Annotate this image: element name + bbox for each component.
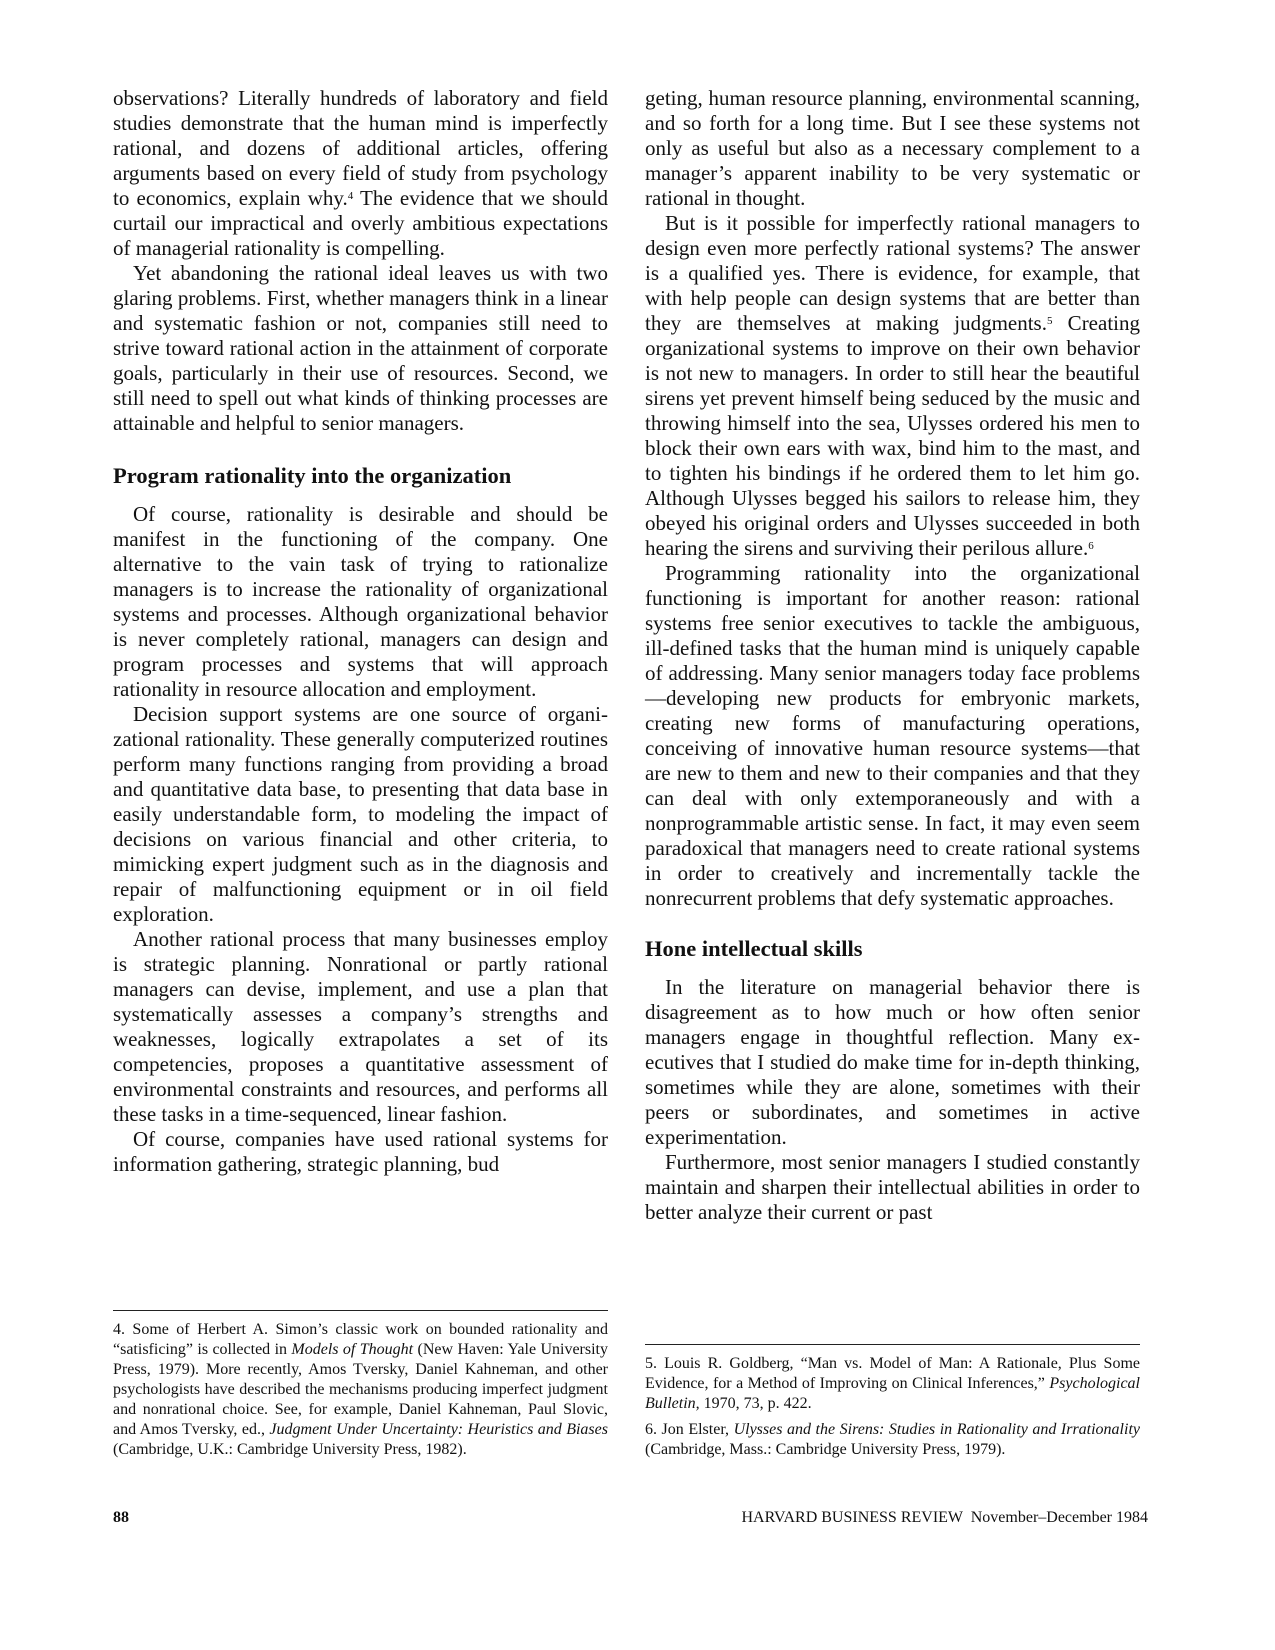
footnote-book-title: Judgment Under Uncertainty: Heuristics and Biases — [269, 1421, 608, 1438]
section-heading-hone-skills: Hone intellectual skills — [645, 936, 863, 961]
paragraph-of-course: Of course, rationality is desirable and should be manifest in the functioning of the company. One alternative to the vain task of trying to rationalize managers is to increase the rationality of organizational systems and processes. Although organizational behavior is never completely rational, managers can design and program processes and systems that will approach rationality in resource allocation and employment. — [113, 502, 608, 701]
footnote-6 — [645, 1420, 1140, 1460]
footnote-text: 4. Some of Herbert A. Simon’s classic work on bounded rationality and “satisficing” is collected in — [113, 1321, 608, 1358]
paragraph-furthermore: Furthermore, most senior managers I studied constantly maintain and sharpen their intellectual abilities in order to better analyze their current or past — [645, 1150, 1140, 1224]
footnote-text: (Cambridge, U.K.: Cambridge University Press, 1982). — [113, 1441, 467, 1458]
footnote-divider — [113, 1310, 608, 1311]
footnote-text: 6. Jon Elster, — [645, 1421, 734, 1438]
section-heading-program-rationality: Program rationality into the organization — [113, 463, 512, 488]
paragraph-text: The evidence that we should curtail our impractical and overly ambitious expectations of managerial rationality is compelling. — [113, 186, 608, 260]
paragraph-rational-systems: Of course, companies have used rational systems for information gathering, strategic planning, bud — [113, 1127, 608, 1176]
paragraph-budgeting: geting, human resource planning, environmental scanning, and so forth for a long time. But I see these systems not only as useful but also as a necessary complement to a manager’s apparent inability to be very systematic or rational in thought. — [645, 86, 1140, 210]
footnote-book-title: Ulysses and the Sirens: Studies in Rationality and Irrationality — [733, 1421, 1140, 1438]
footnote-ref-6: 6 — [1088, 540, 1094, 552]
paragraph-abandoning: Yet abandoning the rational ideal leaves us with two glaring problems. First, whether managers think in a linear and systematic fashion or not, companies still need to strive toward rational action in the attainment of corporate goals, particularly in their use of resources. Second, we still need to spell out what kinds of thinking processes are attainable and helpful to senior managers. — [113, 261, 608, 435]
paragraph-text: observations? Literally hundreds of laboratory and field studies demonstrate that the human mind is imperfectly rational, and dozens of additional articles, offering arguments based on every field of study from psychology to economics, explain why. — [113, 86, 608, 210]
footnote-divider — [645, 1344, 1140, 1345]
right-column — [645, 86, 1140, 1225]
paragraph-programming-rationality: Programming rationality into the organizational functioning is important for another reason: rational systems free senior executives to tackle the ambiguous, ill-defined tasks that the human mind is uniquely capable of addressing. Many senior managers today face problems—developing new products for embryonic markets, creating new forms of manufacturing operations, conceiving of innovative human resource systems—that are new to them and new to their companies and that they can deal with only extemporaneously and with a nonprogrammable artistic sense. In fact, it may even seem paradoxical that managers need to create rational systems in order to creatively and incrementally tackle the nonrecurrent problems that defy systematic approaches. — [645, 561, 1140, 910]
footnote-ref-5: 5 — [1046, 315, 1053, 327]
left-column — [113, 86, 608, 1177]
paragraph-strategic-planning: Another rational process that many businesses employ is strategic planning. Nonrational or partly rational managers can devise, implement, and use a plan that systematically assesses a company’s strengths and weaknesses, logically extrapolates a set of its competencies, proposes a quantitative assessment of environmental constraints and resources, and performs all these tasks in a time-sequenced, linear fashion. — [113, 927, 608, 1126]
footnote-text: (Cambridge, Mass.: Cambridge University Press, 1979). — [645, 1441, 1006, 1458]
footnote-book-title: Models of Thought — [291, 1341, 414, 1358]
footnotes-left — [113, 1310, 608, 1466]
paragraph-text: Creating organizational systems to improve on their own behavior is not new to managers. In order to still hear the beautiful sirens yet prevent himself being seduced by the music and throwing himself into the sea, Ulysses ordered his men to block their own ears with wax, bind him to the mast, and to tighten his bindings if he ordered them to let him go. Although Ulysses begged his sailors to release him, they obeyed his original orders and Ulysses succeeded in both hearing the sirens and surviving their perilous allure. — [645, 311, 1140, 560]
paragraph-decision-support: Decision support systems are one source of organizational rationality. These generally computerized routines perform many functions ranging from providing a broad and quantitative data base, to presenting that data base in easily understandable form, to modeling the impact of decisions on various financial and other criteria, to mimicking expert judgment such as in the diagnosis and repair of malfunctioning equipment or in oil field exploration. — [113, 702, 608, 926]
running-footer: HARVARD BUSINESS REVIEW November–December 1984 — [741, 1509, 1148, 1526]
footnote-text: 1970, 73, p. 422. — [699, 1395, 812, 1412]
footnote-ref-4: 4 — [347, 190, 354, 202]
paragraph-literature: In the literature on managerial behavior there is disagreement as to how much or how often senior managers engage in thoughtful reflection. Many executives that I studied do make time for in-depth thinking, sometimes while they are alone, sometimes with their peers or subordinates, and sometimes in active experimentation. — [645, 975, 1140, 1149]
paragraph-qualified-yes — [645, 211, 1140, 561]
page-number: 88 — [113, 1509, 129, 1526]
paragraph-text: But is it possible for imperfectly rational managers to design even more perfectly rational systems? The answer is a qualified yes. There is evidence, for example, that with help people can design systems that are better than they are themselves at making judgments. — [645, 211, 1140, 335]
footnotes-right — [645, 1344, 1140, 1466]
footnote-text: 5. Louis R. Goldberg, “Man vs. Model of Man: A Rationale, Plus Some Evidence, for a Method of Improving on Clinical Inferences,” — [645, 1355, 1140, 1392]
footnote-journal-title: Psychological Bulletin, — [645, 1375, 1140, 1412]
footnote-5 — [645, 1354, 1140, 1414]
footnote-4 — [113, 1320, 608, 1460]
paragraph-observations — [113, 86, 608, 261]
footnote-text: (New Haven: Yale University Press, 1979). More recently, Amos Tversky, Daniel Kahneman, and other psychologists have described the mechanisms producing imperfect judgment and nonrational choice. See, for example, Daniel Kahneman, Paul Slovic, and Amos Tversky, ed., — [113, 1341, 608, 1438]
